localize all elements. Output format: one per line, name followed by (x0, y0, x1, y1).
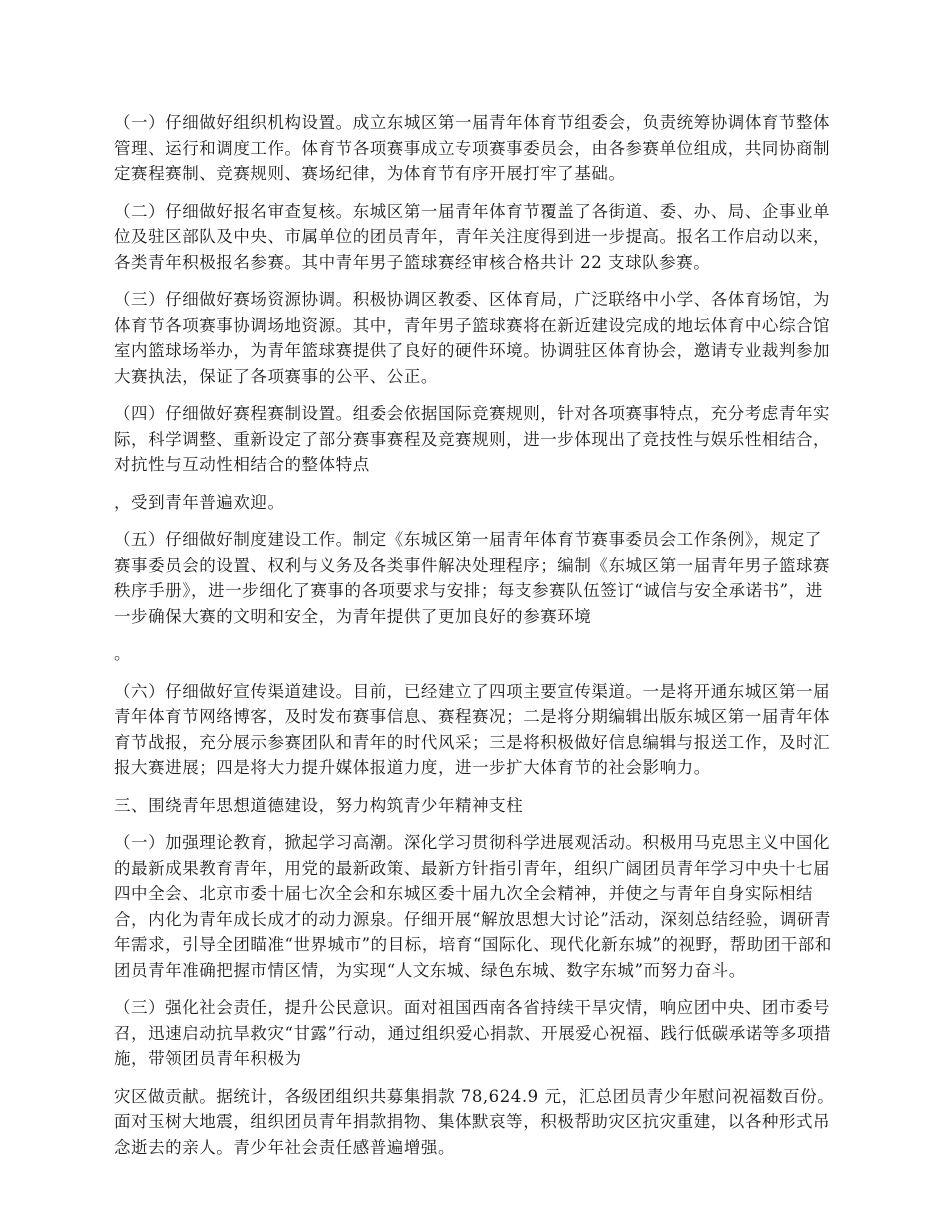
paragraph-publicity-channels: （六）仔细做好宣传渠道建设。目前，已经建立了四项主要宣传渠道。一是将开通东城区第一届青年体育节网络博客，及时发布赛事信息、赛程赛况；二是将分期编辑出版东城区第一届青年体育节战报，充分展示参赛团队和青年的时代风采；三是将积极做好信息编辑与报送工作，及时汇报大赛进展；四是将大力提升媒体报道力度，进一步扩大体育节的社会影响力。 (114, 681, 831, 777)
paragraph-registration-review: （二）仔细做好报名审查复核。东城区第一届青年体育节覆盖了各街道、委、办、局、企事业单位及驻区部队及中央、市属单位的团员青年，青年关注度得到进一步提高。报名工作启动以来，各类青年积极报名参赛。其中青年男子篮球赛经审核合格共计 22 支球队参赛。 (114, 201, 831, 272)
paragraph-theory-education: （一）加强理论教育，掀起学习高潮。深化学习贯彻科学进展观活动。积极用马克思主义中国化的最新成果教育青年，用党的最新政策、最新方针指引青年，组织广阔团员青年学习中央十七届四中全会、北京市委十届七次全会和东城区委十届九次全会精神，并使之与青年自身实际相结合，内化为青年成长成才的动力源泉。仔细开展“解放思想大讨论”活动，深刻总结经验，调研青年需求，引导全团瞄准“世界城市”的目标，培育“国际化、现代化新东城”的视野，帮助团干部和团员青年准确把握市情区情，为实现“人文东城、绿色东城、数字东城”而努力奋斗。 (114, 833, 832, 980)
paragraph-social-responsibility-continued: 灾区做贡献。据统计，各级团组织共募集捐款 78,624.9 元，汇总团员青少年慰问祝福数百份。面对玉树大地震，组织团员青年捐款捐物、集体默哀等，积极帮助灾区抗灾重建，以各种形式吊念逝去的亲人。青少年社会责任感普遍增强。 (114, 1086, 835, 1157)
section-heading: 三、围绕青年思想道德建设，努力构筑青少年精神支柱 (114, 795, 524, 815)
paragraph-schedule-rules-continued: ，受到青年普遍欢迎。 (114, 492, 285, 512)
paragraph-venue-coordination: （三）仔细做好赛场资源协调。积极协调区教委、区体育局，广泛联络中小学、各体育场馆，为体育节各项赛事协调场地资源。其中，青年男子篮球赛将在新近建设完成的地坛体育中心综合馆室内篮球场举办，为青年篮球赛提供了良好的硬件环境。协调驻区体育协会，邀请专业裁判参加大赛执法，保证了各项赛事的公平、公正。 (114, 290, 831, 386)
paragraph-system-construction: （五）仔细做好制度建设工作。制定《东城区第一届青年体育节赛事委员会工作条例》，规定了赛事委员会的设置、权利与义务及各类事件解决处理程序；编制《东城区第一届青年男子篮球赛秩序手册》，进一步细化了赛事的各项要求与安排；每支参赛队伍签订“诚信与安全承诺书”，进一步确保大赛的文明和安全，为青年提供了更加良好的参赛环境 (114, 530, 831, 626)
paragraph-social-responsibility: （三）强化社会责任，提升公民意识。面对祖国西南各省持续干旱灾情，响应团中央、团市委号召，迅速启动抗旱救灾“甘露”行动，通过组织爱心捐款、开展爱心祝福、践行低碳承诺等多项措施，带领团员青年积极为 (114, 998, 832, 1068)
paragraph-organization-setup: （一）仔细做好组织机构设置。成立东城区第一届青年体育节组委会，负责统筹协调体育节整体管理、运行和调度工作。体育节各项赛事成立专项赛事委员会，由各参赛单位组成，共同协商制定赛程赛制、竞赛规则、赛场纪律，为体育节有序开展打牢了基础。 (114, 113, 831, 183)
paragraph-schedule-rules: （四）仔细做好赛程赛制设置。组委会依据国际竞赛规则，针对各项赛事特点，充分考虑青年实际，科学调整、重新设定了部分赛事赛程及竞赛规则，进一步体现出了竞技性与娱乐性相结合，对抗性与互动性相结合的整体特点 (114, 404, 831, 474)
paragraph-system-construction-continued: 。 (114, 644, 132, 663)
